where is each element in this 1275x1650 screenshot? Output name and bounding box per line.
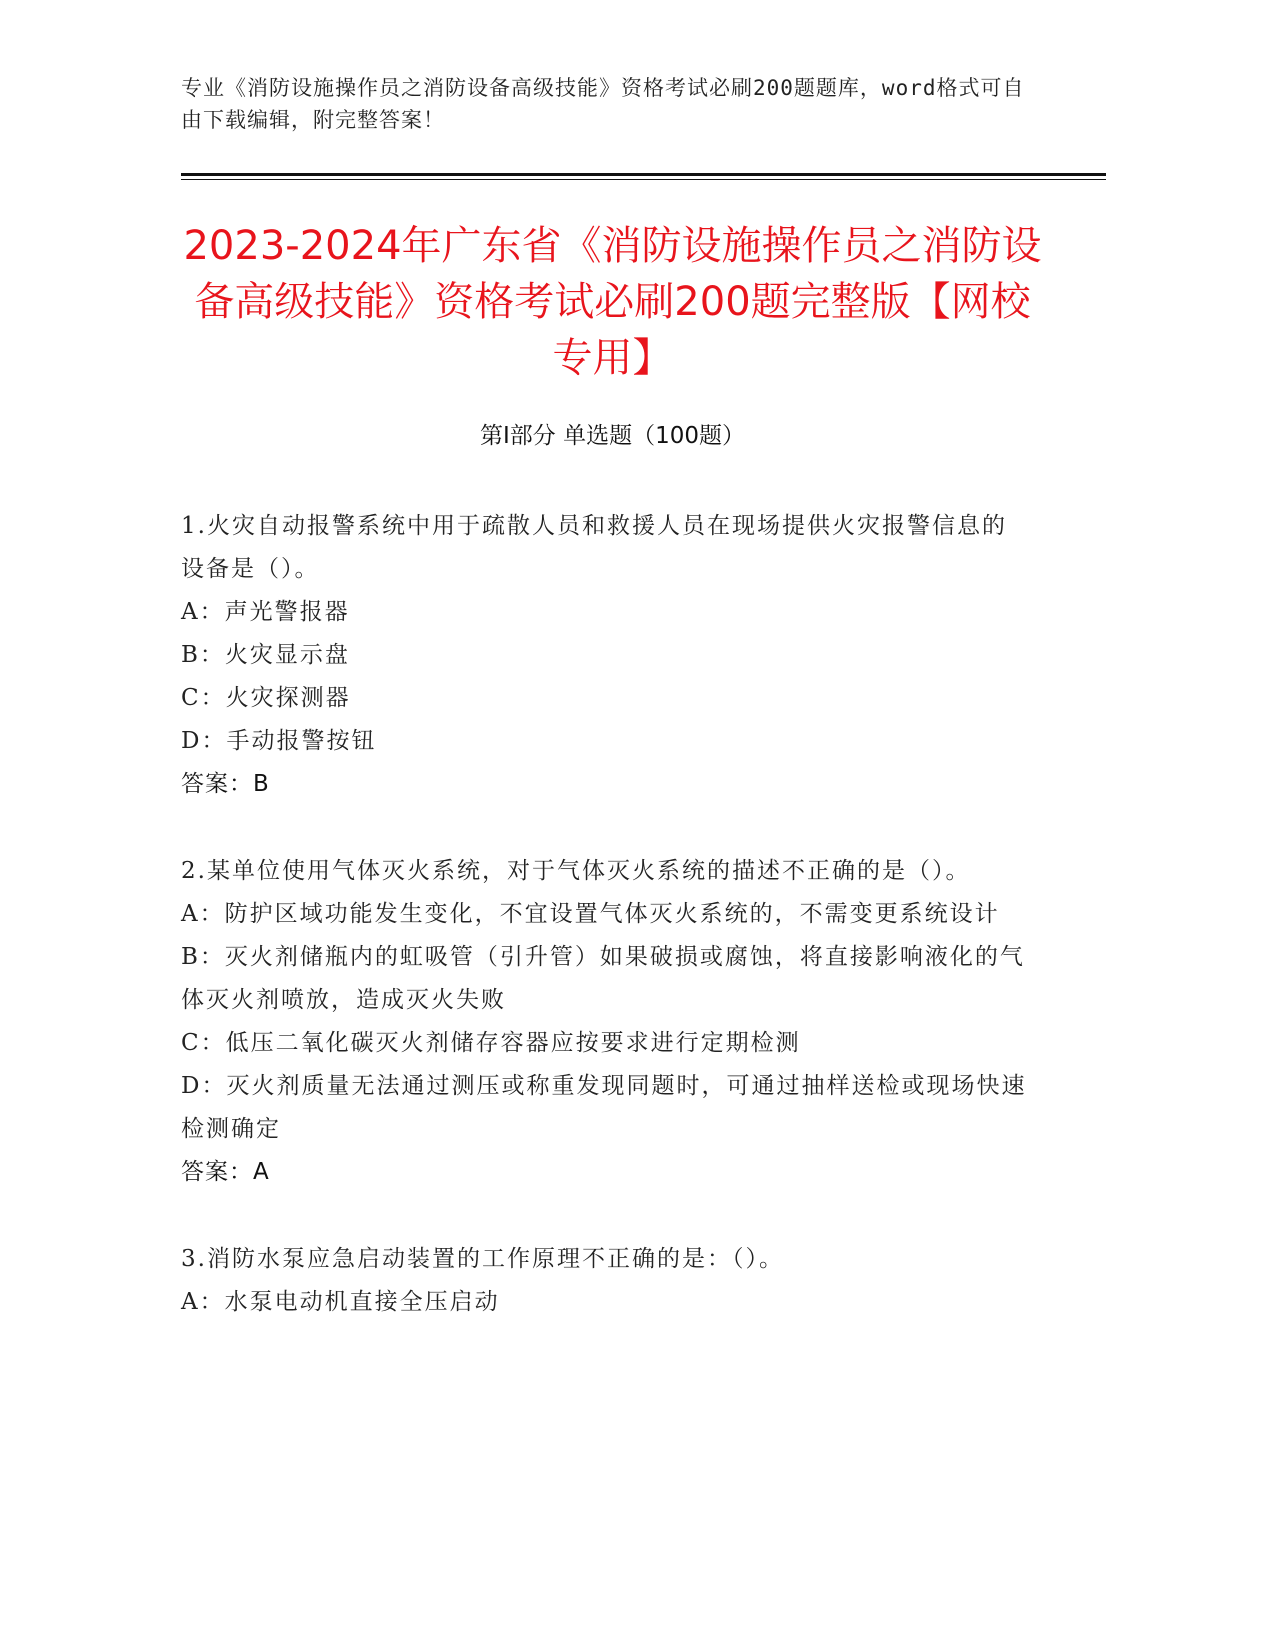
section-title: 第I部分 单选题（100题） [480, 423, 745, 449]
question-stem: 2.某单位使用气体灭火系统，对于气体灭火系统的描述不正确的是（）。 [181, 858, 971, 884]
question-answer: 答案：A [181, 1159, 270, 1185]
question-2 [181, 850, 1031, 1194]
document-title: 2023-2024年广东省《消防设施操作员之消防设备高级技能》资格考试必刷200题完整版【网校专用】 [183, 223, 1042, 381]
option-d: D：灭火剂质量无法通过测压或称重发现同题时，可通过抽样送检或现场快速检测确定 [181, 1073, 1027, 1142]
option-c: C：火灾探测器 [181, 685, 351, 711]
question-3 [181, 1238, 1031, 1324]
option-a: A：声光警报器 [181, 599, 350, 625]
option-b: B：火灾显示盘 [181, 642, 350, 668]
option-a: A：水泵电动机直接全压启动 [181, 1289, 500, 1315]
question-stem: 1.火灾自动报警系统中用于疏散人员和救援人员在现场提供火灾报警信息的设备是（）。 [181, 513, 1007, 582]
option-a: A：防护区域功能发生变化，不宜设置气体灭火系统的，不需变更系统设计 [181, 901, 1000, 927]
header-rule-thin [181, 179, 1106, 180]
option-d: D：手动报警按钮 [181, 728, 377, 754]
question-1 [181, 505, 1031, 806]
header-note: 专业《消防设施操作员之消防设备高级技能》资格考试必刷200题题库，word格式可自由下载编辑，附完整答案！ [181, 76, 1025, 132]
question-list [181, 505, 1031, 1368]
question-stem: 3.消防水泵应急启动装置的工作原理不正确的是：（）。 [181, 1246, 784, 1272]
option-c: C：低压二氧化碳灭火剂储存容器应按要求进行定期检测 [181, 1030, 801, 1056]
header-rule-thick [181, 173, 1106, 176]
question-answer: 答案：B [181, 771, 270, 797]
option-b: B：灭火剂储瓶内的虹吸管（引升管）如果破损或腐蚀，将直接影响液化的气体灭火剂喷放，造成灭火失败 [181, 944, 1025, 1013]
